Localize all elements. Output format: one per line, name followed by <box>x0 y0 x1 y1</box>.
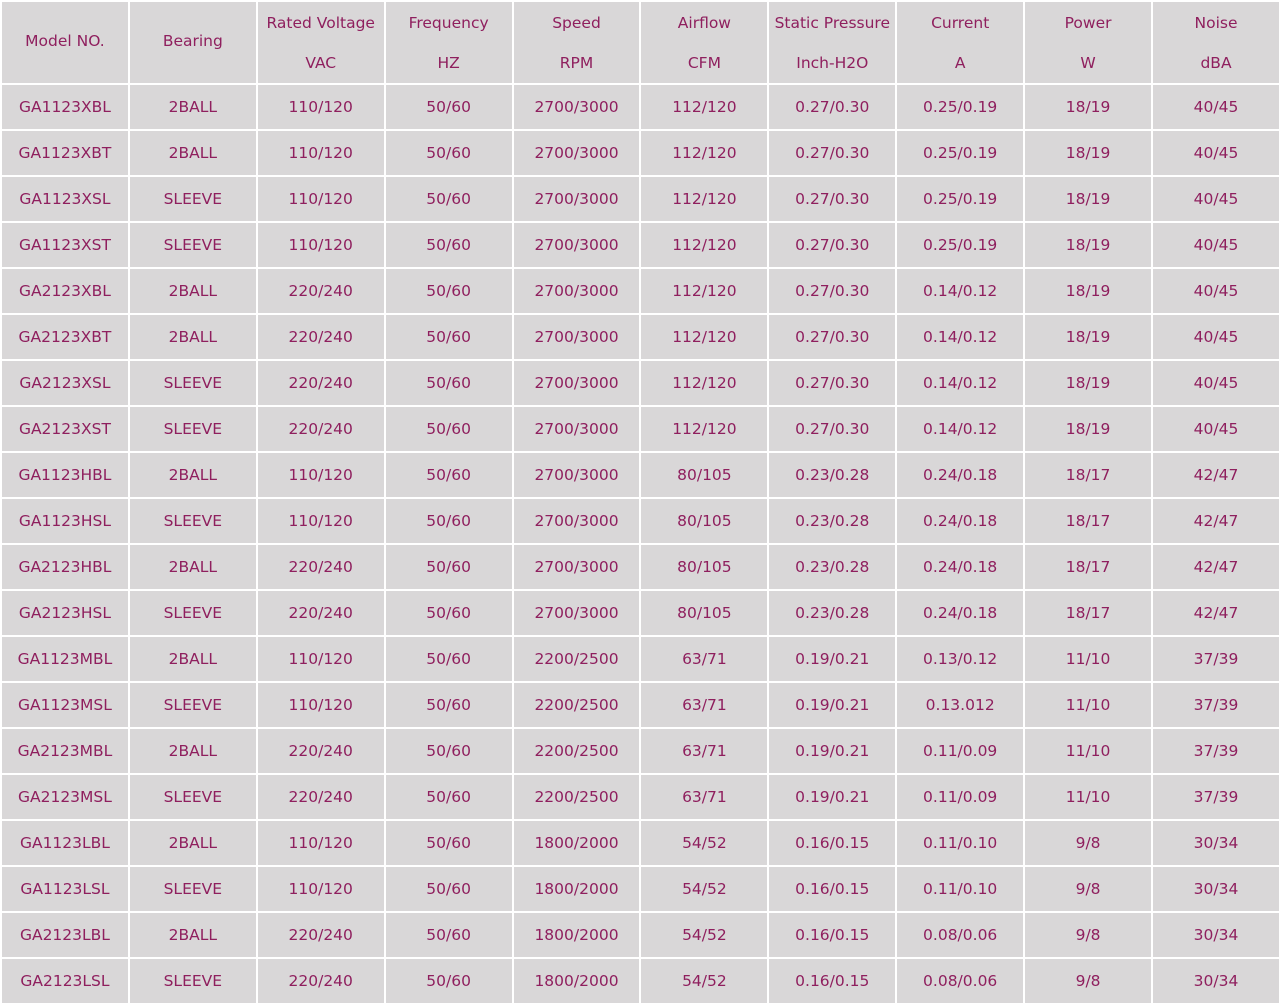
table-cell: 37/39 <box>1153 637 1279 681</box>
table-cell: SLEEVE <box>130 361 256 405</box>
table-cell: 0.19/0.21 <box>769 775 895 819</box>
table-cell: 2BALL <box>130 131 256 175</box>
table-cell: 2200/2500 <box>514 637 640 681</box>
table-cell: 2200/2500 <box>514 775 640 819</box>
table-cell: 220/240 <box>258 775 384 819</box>
table-cell: 2BALL <box>130 269 256 313</box>
table-cell: 54/52 <box>641 867 767 911</box>
table-cell: 18/19 <box>1025 269 1151 313</box>
table-cell: 30/34 <box>1153 913 1279 957</box>
table-row <box>2 407 1279 451</box>
table-cell: 42/47 <box>1153 453 1279 497</box>
table-cell: GA1123XSL <box>2 177 128 221</box>
table-cell: 220/240 <box>258 361 384 405</box>
table-cell: GA2123HSL <box>2 591 128 635</box>
table-cell: 11/10 <box>1025 729 1151 773</box>
table-cell: 50/60 <box>386 729 512 773</box>
table-cell: 40/45 <box>1153 177 1279 221</box>
table-cell: 112/120 <box>641 85 767 129</box>
table-row <box>2 177 1279 221</box>
table-cell: 50/60 <box>386 223 512 267</box>
table-cell: 50/60 <box>386 545 512 589</box>
table-cell: 110/120 <box>258 223 384 267</box>
table-cell: 37/39 <box>1153 683 1279 727</box>
table-row <box>2 499 1279 543</box>
table-row <box>2 453 1279 497</box>
table-cell: 37/39 <box>1153 775 1279 819</box>
table-cell: 50/60 <box>386 177 512 221</box>
table-cell: 220/240 <box>258 407 384 451</box>
table-cell: 110/120 <box>258 177 384 221</box>
table-cell: 40/45 <box>1153 361 1279 405</box>
table-cell: 0.24/0.18 <box>897 499 1023 543</box>
table-cell: 110/120 <box>258 85 384 129</box>
table-cell: 50/60 <box>386 821 512 865</box>
table-cell: 80/105 <box>641 591 767 635</box>
table-cell: GA1123HBL <box>2 453 128 497</box>
table-cell: 40/45 <box>1153 407 1279 451</box>
table-row <box>2 361 1279 405</box>
table-cell: 9/8 <box>1025 821 1151 865</box>
table-cell: 0.14/0.12 <box>897 315 1023 359</box>
table-row <box>2 821 1279 865</box>
column-header-label: Model NO. <box>25 31 105 50</box>
table-cell: 112/120 <box>641 361 767 405</box>
table-cell: 54/52 <box>641 821 767 865</box>
table-cell: 0.19/0.21 <box>769 683 895 727</box>
column-header <box>897 2 1023 83</box>
column-header <box>386 2 512 83</box>
table-cell: 18/19 <box>1025 407 1151 451</box>
table-cell: 2700/3000 <box>514 545 640 589</box>
table-row <box>2 775 1279 819</box>
table-cell: 0.16/0.15 <box>769 959 895 1003</box>
table-cell: 2BALL <box>130 315 256 359</box>
table-cell: 0.14/0.12 <box>897 361 1023 405</box>
table-cell: 2BALL <box>130 637 256 681</box>
table-cell: 42/47 <box>1153 545 1279 589</box>
table-cell: 1800/2000 <box>514 821 640 865</box>
table-cell: 30/34 <box>1153 867 1279 911</box>
column-header-label: Bearing <box>162 31 223 50</box>
column-header <box>769 2 895 83</box>
table-row <box>2 959 1279 1003</box>
table-cell: SLEEVE <box>130 867 256 911</box>
table-cell: 50/60 <box>386 637 512 681</box>
table-cell: 0.27/0.30 <box>769 85 895 129</box>
table-cell: GA1123XBT <box>2 131 128 175</box>
table-cell: 220/240 <box>258 591 384 635</box>
table-row <box>2 683 1279 727</box>
table-cell: 0.23/0.28 <box>769 499 895 543</box>
table-cell: GA1123XST <box>2 223 128 267</box>
table-cell: GA1123HSL <box>2 499 128 543</box>
table-cell: 2BALL <box>130 545 256 589</box>
column-header-unit: HZ <box>437 53 460 72</box>
table-cell: 18/17 <box>1025 499 1151 543</box>
table-cell: 0.13.012 <box>897 683 1023 727</box>
table-cell: 0.16/0.15 <box>769 821 895 865</box>
table-cell: 11/10 <box>1025 683 1151 727</box>
table-cell: 50/60 <box>386 959 512 1003</box>
table-row <box>2 637 1279 681</box>
table-cell: 112/120 <box>641 315 767 359</box>
table-cell: 2700/3000 <box>514 315 640 359</box>
column-header-unit: RPM <box>559 53 594 72</box>
table-row <box>2 315 1279 359</box>
table-cell: 18/19 <box>1025 315 1151 359</box>
table-cell: 18/17 <box>1025 545 1151 589</box>
table-cell: 0.25/0.19 <box>897 177 1023 221</box>
column-header-label: Power <box>1064 13 1112 32</box>
table-cell: 50/60 <box>386 913 512 957</box>
table-cell: 0.08/0.06 <box>897 959 1023 1003</box>
table-cell: 50/60 <box>386 269 512 313</box>
table-row <box>2 729 1279 773</box>
table-cell: 0.16/0.15 <box>769 867 895 911</box>
table-cell: 50/60 <box>386 499 512 543</box>
table-cell: 112/120 <box>641 407 767 451</box>
table-cell: 63/71 <box>641 637 767 681</box>
table-row <box>2 913 1279 957</box>
column-header <box>2 2 128 83</box>
table-cell: 80/105 <box>641 499 767 543</box>
column-header-label: Static Pressure <box>774 13 890 32</box>
table-cell: 9/8 <box>1025 913 1151 957</box>
table-cell: 0.14/0.12 <box>897 269 1023 313</box>
column-header-unit: dBA <box>1200 53 1232 72</box>
table-cell: 40/45 <box>1153 223 1279 267</box>
column-header-label: Frequency <box>408 13 489 32</box>
table-cell: 1800/2000 <box>514 867 640 911</box>
column-header-unit: CFM <box>687 53 721 72</box>
table-cell: 110/120 <box>258 821 384 865</box>
table-cell: GA2123LBL <box>2 913 128 957</box>
table-cell: 110/120 <box>258 499 384 543</box>
table-cell: 220/240 <box>258 913 384 957</box>
table-cell: SLEEVE <box>130 959 256 1003</box>
table-cell: 80/105 <box>641 545 767 589</box>
table-body <box>2 85 1279 1003</box>
table-cell: 0.25/0.19 <box>897 85 1023 129</box>
table-row <box>2 867 1279 911</box>
table-cell: 11/10 <box>1025 637 1151 681</box>
table-cell: 0.27/0.30 <box>769 131 895 175</box>
table-cell: 112/120 <box>641 269 767 313</box>
table-row <box>2 131 1279 175</box>
table-cell: 2700/3000 <box>514 407 640 451</box>
table-cell: 110/120 <box>258 867 384 911</box>
table-cell: 0.19/0.21 <box>769 637 895 681</box>
column-header-label: Speed <box>552 13 601 32</box>
table-cell: 2700/3000 <box>514 131 640 175</box>
table-cell: 0.25/0.19 <box>897 131 1023 175</box>
table-cell: SLEEVE <box>130 683 256 727</box>
table-cell: GA2123XBT <box>2 315 128 359</box>
table-cell: 0.27/0.30 <box>769 407 895 451</box>
table-cell: 2700/3000 <box>514 453 640 497</box>
table-cell: 0.27/0.30 <box>769 177 895 221</box>
table-row <box>2 269 1279 313</box>
table-cell: 40/45 <box>1153 85 1279 129</box>
table-cell: 2BALL <box>130 453 256 497</box>
table-cell: GA1123LBL <box>2 821 128 865</box>
table-cell: SLEEVE <box>130 177 256 221</box>
table-cell: 220/240 <box>258 729 384 773</box>
column-header <box>130 2 256 83</box>
table-cell: GA2123MSL <box>2 775 128 819</box>
table-cell: GA2123XST <box>2 407 128 451</box>
table-cell: 18/19 <box>1025 223 1151 267</box>
table-cell: 0.13/0.12 <box>897 637 1023 681</box>
column-header-unit: A <box>954 53 966 72</box>
table-cell: 30/34 <box>1153 821 1279 865</box>
table-cell: 0.27/0.30 <box>769 361 895 405</box>
table-cell: 42/47 <box>1153 499 1279 543</box>
table-cell: GA1123MBL <box>2 637 128 681</box>
table-cell: 2700/3000 <box>514 591 640 635</box>
table-cell: GA1123LSL <box>2 867 128 911</box>
table-cell: 40/45 <box>1153 269 1279 313</box>
table-cell: 2200/2500 <box>514 683 640 727</box>
table-cell: 50/60 <box>386 453 512 497</box>
table-cell: SLEEVE <box>130 223 256 267</box>
column-header-unit: Inch-H2O <box>796 53 869 72</box>
table-cell: 112/120 <box>641 177 767 221</box>
table-cell: 54/52 <box>641 959 767 1003</box>
table-cell: 18/19 <box>1025 131 1151 175</box>
table-cell: 0.24/0.18 <box>897 545 1023 589</box>
table-cell: 0.08/0.06 <box>897 913 1023 957</box>
table-cell: 18/17 <box>1025 591 1151 635</box>
column-header-unit: VAC <box>305 53 337 72</box>
table-cell: 0.23/0.28 <box>769 453 895 497</box>
table-cell: SLEEVE <box>130 499 256 543</box>
table-cell: 54/52 <box>641 913 767 957</box>
table-cell: 0.19/0.21 <box>769 729 895 773</box>
table-cell: 50/60 <box>386 591 512 635</box>
table-row <box>2 545 1279 589</box>
table-cell: 18/17 <box>1025 453 1151 497</box>
table-cell: 110/120 <box>258 453 384 497</box>
table-cell: 50/60 <box>386 407 512 451</box>
table-cell: 2BALL <box>130 85 256 129</box>
table-cell: 0.11/0.09 <box>897 729 1023 773</box>
table-cell: 0.11/0.10 <box>897 821 1023 865</box>
table-cell: 40/45 <box>1153 131 1279 175</box>
table-cell: 18/19 <box>1025 361 1151 405</box>
table-cell: 80/105 <box>641 453 767 497</box>
table-cell: 2700/3000 <box>514 177 640 221</box>
column-header-label: Airflow <box>677 13 731 32</box>
table-cell: GA2123LSL <box>2 959 128 1003</box>
table-cell: 50/60 <box>386 683 512 727</box>
table-cell: 63/71 <box>641 775 767 819</box>
table-cell: 220/240 <box>258 315 384 359</box>
table-cell: 112/120 <box>641 223 767 267</box>
table-cell: 2700/3000 <box>514 223 640 267</box>
table-cell: 110/120 <box>258 683 384 727</box>
table-cell: GA2123HBL <box>2 545 128 589</box>
table-cell: 50/60 <box>386 131 512 175</box>
table-cell: 1800/2000 <box>514 959 640 1003</box>
column-header <box>514 2 640 83</box>
table-cell: 0.27/0.30 <box>769 223 895 267</box>
table-cell: 50/60 <box>386 315 512 359</box>
table-cell: 0.14/0.12 <box>897 407 1023 451</box>
table-cell: 220/240 <box>258 269 384 313</box>
table-cell: GA2123XSL <box>2 361 128 405</box>
table-cell: 2BALL <box>130 821 256 865</box>
table-cell: 2BALL <box>130 729 256 773</box>
table-cell: 37/39 <box>1153 729 1279 773</box>
table-cell: 40/45 <box>1153 315 1279 359</box>
column-header-label: Rated Voltage <box>266 13 375 32</box>
table-cell: GA1123XBL <box>2 85 128 129</box>
table-cell: 1800/2000 <box>514 913 640 957</box>
table-cell: 0.23/0.28 <box>769 545 895 589</box>
table-cell: 112/120 <box>641 131 767 175</box>
table-cell: 9/8 <box>1025 959 1151 1003</box>
table-cell: 0.11/0.10 <box>897 867 1023 911</box>
table-cell: 42/47 <box>1153 591 1279 635</box>
table-row <box>2 591 1279 635</box>
table-cell: 110/120 <box>258 131 384 175</box>
column-header <box>258 2 384 83</box>
table-cell: SLEEVE <box>130 407 256 451</box>
table-cell: 0.11/0.09 <box>897 775 1023 819</box>
table-cell: GA2123MBL <box>2 729 128 773</box>
table-cell: 0.27/0.30 <box>769 315 895 359</box>
header-row <box>2 2 1279 83</box>
table-cell: 2700/3000 <box>514 499 640 543</box>
table-cell: 220/240 <box>258 959 384 1003</box>
table-cell: 18/19 <box>1025 177 1151 221</box>
column-header-label: Noise <box>1194 13 1238 32</box>
table-row <box>2 85 1279 129</box>
table-cell: GA1123MSL <box>2 683 128 727</box>
column-header <box>1153 2 1279 83</box>
table-cell: 30/34 <box>1153 959 1279 1003</box>
table-cell: 50/60 <box>386 85 512 129</box>
table-cell: 50/60 <box>386 867 512 911</box>
table-cell: 0.25/0.19 <box>897 223 1023 267</box>
column-header <box>641 2 767 83</box>
table-cell: 0.24/0.18 <box>897 453 1023 497</box>
table-header <box>2 2 1279 83</box>
table-cell: 2200/2500 <box>514 729 640 773</box>
table-cell: 63/71 <box>641 683 767 727</box>
column-header <box>1025 2 1151 83</box>
table-row <box>2 223 1279 267</box>
table-cell: 63/71 <box>641 729 767 773</box>
table-cell: 18/19 <box>1025 85 1151 129</box>
table-cell: GA2123XBL <box>2 269 128 313</box>
table-cell: 50/60 <box>386 361 512 405</box>
column-header-unit: W <box>1080 53 1096 72</box>
column-header-label: Current <box>931 13 990 32</box>
table-cell: 0.27/0.30 <box>769 269 895 313</box>
table-cell: 11/10 <box>1025 775 1151 819</box>
table-cell: 2BALL <box>130 913 256 957</box>
table-cell: 2700/3000 <box>514 361 640 405</box>
table-cell: 0.23/0.28 <box>769 591 895 635</box>
table-cell: 0.16/0.15 <box>769 913 895 957</box>
table-cell: SLEEVE <box>130 775 256 819</box>
table-cell: 50/60 <box>386 775 512 819</box>
table-cell: SLEEVE <box>130 591 256 635</box>
table-cell: 220/240 <box>258 545 384 589</box>
table-cell: 9/8 <box>1025 867 1151 911</box>
table-cell: 2700/3000 <box>514 269 640 313</box>
table-cell: 110/120 <box>258 637 384 681</box>
table-cell: 0.24/0.18 <box>897 591 1023 635</box>
table-cell: 2700/3000 <box>514 85 640 129</box>
